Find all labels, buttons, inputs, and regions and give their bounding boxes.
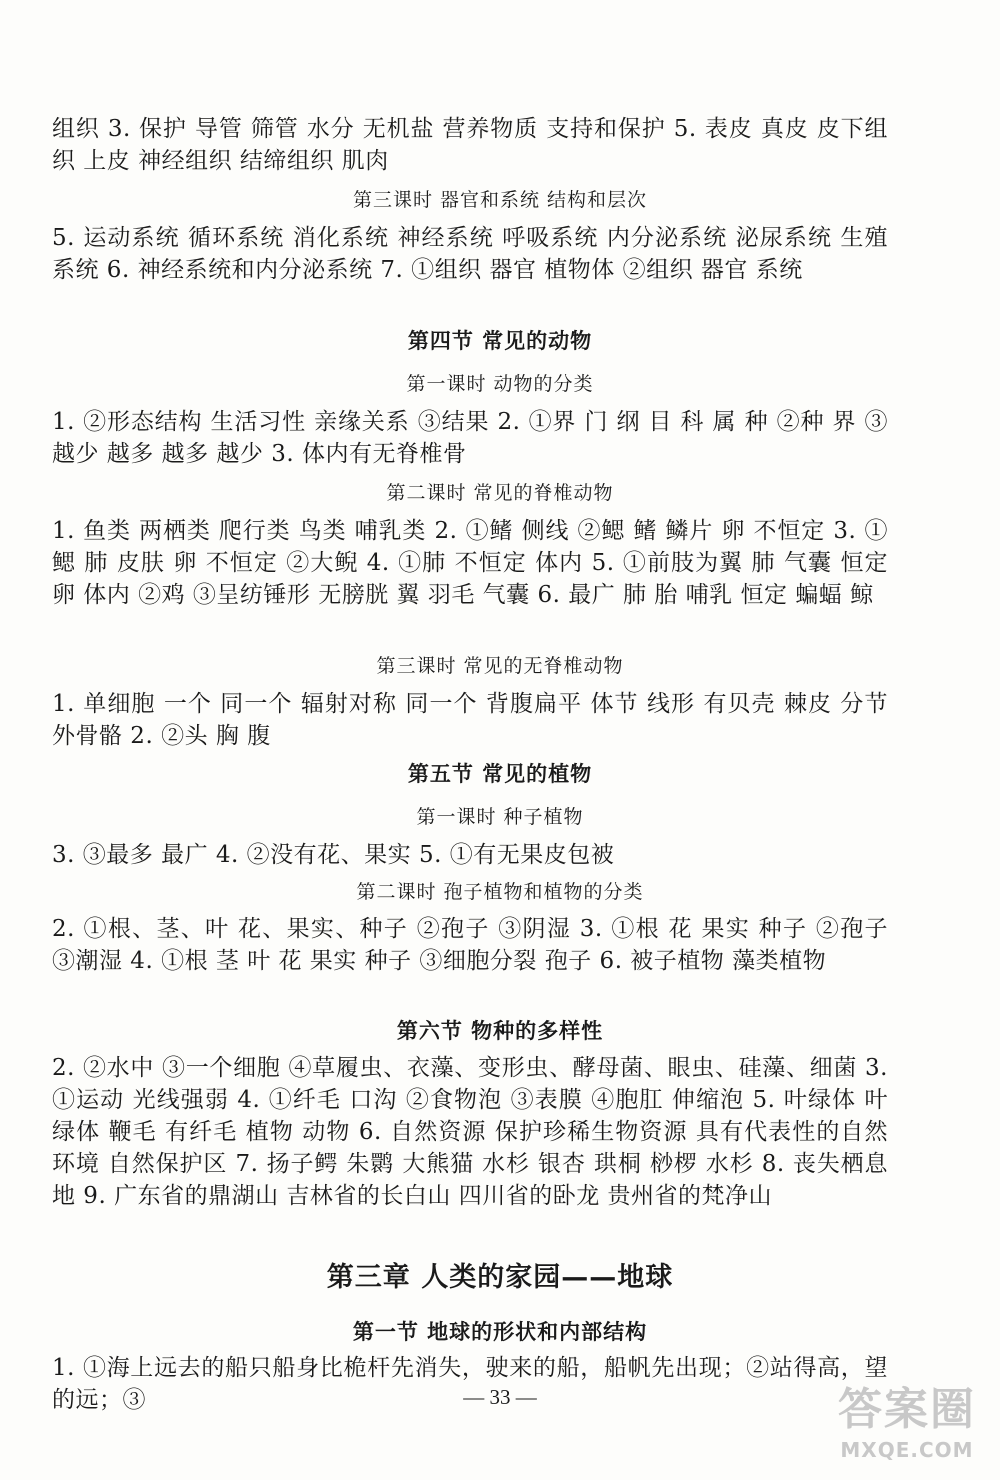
watermark-logo [822,1382,992,1472]
lesson-heading: 第二课时 常见的脊椎动物 [386,482,614,504]
answer-paragraph: 1. 鱼类 两栖类 爬行类 鸟类 哺乳类 2. ①鳍 侧线 ②鳃 鳍 鳞片 卵 不恒定 3. ①鳃 肺 皮肤 卵 不恒定 ②大鲵 4. ①肺 不恒定 体内 5. ①前肢为翼 肺 气囊 恒定 卵 体内 ②鸡 ③呈纺锤形 无膀胱 翼 羽毛 气囊 6. 最广 肺 胎 哺乳 恒定 蝙蝠 鲸 [52,518,888,608]
lesson-heading: 第三课时 常见的无脊椎动物 [376,655,624,677]
answer-paragraph: 1. ①海上远去的船只船身比桅杆先消失，驶来的船，船帆先出现；②站得高，望的远；③ [52,1355,888,1413]
lesson-heading: 第一课时 种子植物 [416,806,584,828]
answer-paragraph: 组织 3. 保护 导管 筛管 水分 无机盐 营养物质 支持和保护 5. 表皮 真皮 皮下组织 上皮 神经组织 结缔组织 肌肉 [52,116,888,174]
answer-paragraph: 5. 运动系统 循环系统 消化系统 神经系统 呼吸系统 内分泌系统 泌尿系统 生殖系统 6. 神经系统和内分泌系统 7. ①组织 器官 植物体 ②组织 器官 系统 [52,225,888,283]
answer-paragraph: 2. ①根、茎、叶 花、果实、种子 ②孢子 ③阴湿 3. ①根 花 果实 种子 ②孢子 ③潮湿 4. ①根 茎 叶 花 果实 种子 ③细胞分裂 孢子 6. 被子植物 藻类植物 [52,916,888,974]
section-heading: 第六节 物种的多样性 [396,1019,604,1043]
chapter-heading: 第三章 人类的家园——地球 [326,1262,674,1293]
answer-paragraph: 2. ②水中 ③一个细胞 ④草履虫、衣藻、变形虫、酵母菌、眼虫、硅藻、细菌 3. ①运动 光线强弱 4. ①纤毛 口沟 ②食物泡 ③表膜 ④胞肛 伸缩泡 5. 叶绿体 叶绿体 鞭毛 有纤毛 植物 动物 6. 自然资源 保护珍稀生物资源 具有代表性的自然环境 自然保护区 7. 扬子鳄 朱鹮 大熊猫 水杉 银杏 珙桐 桫椤 水杉 8. 丧失栖息地 9. 广东省的鼎湖山 吉林省的长白山 四川省的卧龙 贵州省的梵净山 [52,1055,888,1209]
lesson-heading: 第一课时 动物的分类 [406,373,594,395]
answer-paragraph: 1. 单细胞 一个 同一个 辐射对称 同一个 背腹扁平 体节 线形 有贝壳 棘皮 分节 外骨骼 2. ②头 胸 腹 [52,691,888,749]
answer-paragraph: 3. ③最多 最广 4. ②没有花、果实 5. ①有无果皮包被 [52,842,615,868]
section-heading: 第一节 地球的形状和内部结构 [352,1320,648,1344]
answer-paragraph: 1. ②形态结构 生活习性 亲缘关系 ③结果 2. ①界 门 纲 目 科 属 种 ②种 界 ③越少 越多 越多 越少 3. 体内有无脊椎骨 [52,409,888,467]
section-heading: 第五节 常见的植物 [407,762,593,786]
watermark-url: MXQE.COM [840,1438,974,1462]
lesson-heading: 第二课时 孢子植物和植物的分类 [356,881,644,903]
page-number: — 33 — [463,1385,537,1409]
watermark-title: 答案圈 [838,1384,976,1435]
section-heading: 第四节 常见的动物 [407,329,593,353]
lesson-heading: 第三课时 器官和系统 结构和层次 [352,189,648,211]
